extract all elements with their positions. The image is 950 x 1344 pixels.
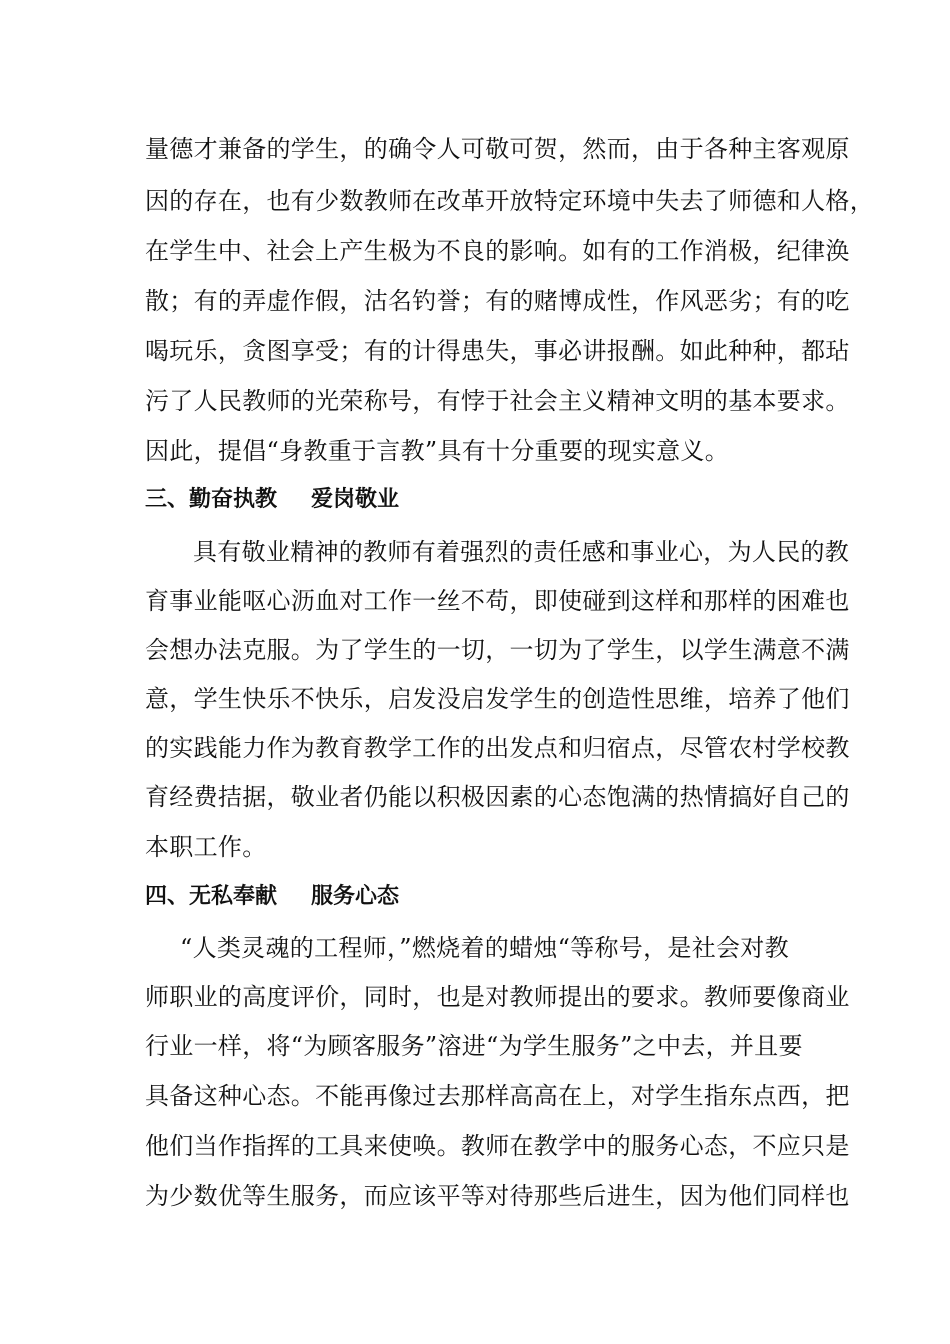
paragraph-line: 他们当作指挥的工具来使唤。教师在教学中的服务心态，不应只是 (145, 1132, 850, 1160)
section-heading (145, 485, 399, 515)
paragraph-line: 因的存在，也有少数教师在改革开放特定环境中失去了师德和人格， (145, 187, 874, 215)
section-heading (145, 882, 399, 912)
paragraph-line: 具备这种心态。不能再像过去那样高高在上，对学生指东点西，把 (145, 1082, 850, 1110)
paragraph-line: 育事业能呕心沥血对工作一丝不苟，即使碰到这样和那样的困难也 (145, 587, 850, 615)
paragraph-line: 意，学生快乐不快乐，启发没启发学生的创造性思维，培养了他们 (145, 685, 850, 713)
paragraph-line: 散；有的弄虚作假，沽名钓誉；有的赌博成性，作风恶劣；有的吃 (145, 287, 850, 315)
section-heading-number-title: 三、勤奋执教 (145, 487, 278, 512)
paragraph-line: 会想办法克服。为了学生的一切，一切为了学生，以学生满意不满 (145, 636, 850, 664)
paragraph-line: 在学生中、社会上产生极为不良的影响。如有的工作消极，纪律涣 (145, 237, 850, 265)
paragraph-line: 为少数优等生服务，而应该平等对待那些后进生，因为他们同样也 (145, 1182, 850, 1210)
paragraph-line: 的实践能力作为教育教学工作的出发点和归宿点，尽管农村学校教 (145, 734, 850, 762)
paragraph-line: “人类灵魂的工程师，”燃烧着的蜡烛“等称号，是社会对教 (180, 934, 789, 962)
paragraph-line: 本职工作。 (145, 833, 267, 861)
section-heading-subtitle: 服务心态 (311, 884, 400, 909)
paragraph-line: 师职业的高度评价，同时，也是对教师提出的要求。教师要像商业 (145, 983, 850, 1011)
paragraph-line: 量德才兼备的学生，的确令人可敬可贺，然而，由于各种主客观原 (145, 135, 850, 163)
section-heading-number-title: 四、无私奉献 (145, 884, 278, 909)
paragraph-line: 污了人民教师的光荣称号，有悖于社会主义精神文明的基本要求。 (145, 387, 850, 415)
paragraph-line: 具有敬业精神的教师有着强烈的责任感和事业心，为人民的教 (193, 538, 850, 566)
paragraph-line: 因此，提倡“身教重于言教”具有十分重要的现实意义。 (145, 437, 730, 465)
section-heading-subtitle: 爱岗敬业 (311, 487, 400, 512)
paragraph-line: 喝玩乐，贪图享受；有的计得患失，事必讲报酬。如此种种，都玷 (145, 337, 850, 365)
paragraph-line: 行业一样，将“为顾客服务”溶进“为学生服务”之中去，并且要 (145, 1032, 803, 1060)
paragraph-line: 育经费拮据，敬业者仍能以积极因素的心态饱满的热情搞好自己的 (145, 783, 850, 811)
